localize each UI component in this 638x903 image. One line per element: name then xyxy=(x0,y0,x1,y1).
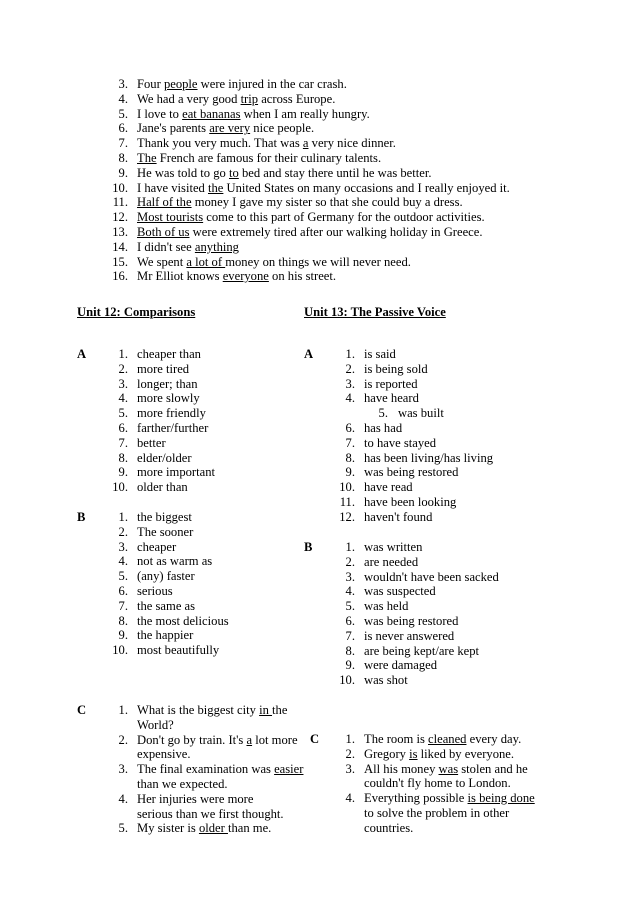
answer-text xyxy=(364,762,528,777)
list-item-text: come to this part of Germany for the outdoor activities. xyxy=(203,210,485,225)
item-number: 5. xyxy=(118,569,128,584)
list-item-text: I have visited xyxy=(137,180,208,195)
item-number: 5. xyxy=(345,599,355,614)
item-number: 10. xyxy=(112,480,128,495)
list-item-text: French are famous for their culinary talents. xyxy=(156,151,382,165)
list-item-text xyxy=(137,151,381,166)
item-number: 3. xyxy=(118,376,128,391)
list-item-text xyxy=(137,269,336,284)
answer-text: have heard xyxy=(364,391,419,406)
answer-text xyxy=(137,807,284,822)
underlined-answer: a xyxy=(302,136,309,151)
answer-text: has been living/has living xyxy=(364,450,494,465)
item-number: 5. xyxy=(118,106,128,121)
answer-text: countries. xyxy=(364,820,414,835)
section-letter-c: C xyxy=(77,703,87,717)
item-number: 3. xyxy=(118,762,128,777)
answer-text xyxy=(137,718,174,733)
answer-text: more tired xyxy=(137,361,190,376)
item-number: 3. xyxy=(118,539,128,554)
answer-text: elder/older xyxy=(137,450,192,465)
item-number: 13. xyxy=(112,225,128,239)
answer-text: stolen and he xyxy=(458,761,528,776)
item-number: 16. xyxy=(112,269,128,284)
item-number: 8. xyxy=(345,450,355,465)
underlined-answer: is xyxy=(409,746,418,761)
answer-text: was suspected xyxy=(364,584,436,599)
answer-text: the xyxy=(272,703,288,717)
item-number: 8. xyxy=(118,151,128,165)
answer-text xyxy=(137,821,271,836)
item-number: 9. xyxy=(345,465,355,480)
item-number: 11. xyxy=(339,495,355,509)
answer-text: Everything possible xyxy=(364,791,468,806)
underlined-answer: a xyxy=(246,732,253,747)
underlined-answer: Most tourists xyxy=(137,210,204,225)
answer-text: older than xyxy=(137,480,188,495)
section-letter-c: C xyxy=(310,732,320,746)
item-number: 6. xyxy=(118,121,128,136)
list-item-text: Thank you very much. That was xyxy=(137,136,303,151)
list-item-text: Mr Elliot knows xyxy=(137,269,223,284)
list-item-text: nice people. xyxy=(250,121,315,136)
list-item-text xyxy=(137,225,483,240)
answer-text: expensive. xyxy=(137,747,191,762)
list-item-text: I didn't see xyxy=(137,239,195,254)
item-number: 9. xyxy=(118,465,128,480)
item-number: 3. xyxy=(345,569,355,584)
item-number: 9. xyxy=(345,658,355,673)
underlined-answer: was xyxy=(438,761,459,776)
item-number: 12. xyxy=(339,509,355,524)
answer-text: World? xyxy=(137,717,174,732)
answer-text: every day. xyxy=(466,732,522,746)
list-item-text xyxy=(137,210,485,225)
answer-text: the most delicious xyxy=(137,613,229,628)
item-number: 10. xyxy=(339,480,355,495)
item-number: 1. xyxy=(118,510,128,524)
answer-text: than we expected. xyxy=(137,777,228,791)
list-item-text: when I am really hungry. xyxy=(240,106,370,121)
answer-text: are needed xyxy=(364,554,419,569)
answer-text: is said xyxy=(364,347,396,361)
list-item-text: United States on many occasions and I really enjoyed it. xyxy=(223,180,510,195)
answer-text: wouldn't have been sacked xyxy=(364,569,499,584)
answer-text xyxy=(137,792,253,807)
answer-text: was being restored xyxy=(364,465,459,480)
item-number: 1. xyxy=(345,347,355,361)
answer-text xyxy=(364,806,509,821)
item-number: 4. xyxy=(345,391,355,406)
answer-text: What is the biggest city xyxy=(137,703,260,717)
item-number: 10. xyxy=(339,673,355,688)
item-number: 4. xyxy=(345,584,355,599)
underlined-answer: The xyxy=(137,151,157,165)
item-number: 5. xyxy=(378,406,388,421)
underlined-answer: Half of the xyxy=(137,195,192,210)
underlined-answer: trip xyxy=(240,91,259,106)
answer-text: to have stayed xyxy=(364,435,437,450)
item-number: 7. xyxy=(345,435,355,450)
item-number: 8. xyxy=(345,643,355,658)
item-number: 7. xyxy=(118,136,128,151)
item-number: 3. xyxy=(345,761,355,776)
answer-text: The sooner xyxy=(137,524,194,539)
underlined-answer: cleaned xyxy=(428,732,467,746)
answer-text: more important xyxy=(137,465,215,480)
list-item-text: We spent xyxy=(137,254,187,269)
list-item-text: Jane's parents xyxy=(137,121,210,136)
item-number: 2. xyxy=(118,361,128,376)
underlined-answer: is being done xyxy=(467,791,535,806)
answer-text xyxy=(137,777,228,792)
answer-text: The final examination was xyxy=(137,762,275,777)
item-number: 1. xyxy=(118,347,128,361)
underlined-answer: eat bananas xyxy=(182,106,241,121)
list-item-text xyxy=(137,240,239,255)
item-number: 6. xyxy=(345,421,355,435)
section-letter-b: B xyxy=(77,510,86,524)
item-number: 15. xyxy=(112,254,128,269)
answer-text: serious than we first thought. xyxy=(137,806,284,821)
underlined-answer: everyone xyxy=(222,269,269,284)
answer-text: farther/further xyxy=(137,421,209,435)
item-number: 4. xyxy=(118,554,128,569)
answer-text: Gregory xyxy=(364,746,410,761)
item-number: 1. xyxy=(345,732,355,746)
answer-text: was written xyxy=(364,540,423,554)
answer-text: the same as xyxy=(137,598,196,613)
answer-text: the biggest xyxy=(137,510,192,524)
list-item-text: very nice dinner. xyxy=(308,136,396,151)
item-number: 14. xyxy=(112,239,128,254)
item-number: 11. xyxy=(112,195,128,210)
list-item-text: were injured in the car crash. xyxy=(197,77,347,91)
list-item-text xyxy=(137,121,314,136)
answer-text: (any) faster xyxy=(137,569,195,584)
item-number: 2. xyxy=(345,746,355,761)
answer-text: are being kept/are kept xyxy=(364,643,480,658)
answer-text: was held xyxy=(364,599,409,614)
item-number: 2. xyxy=(118,524,128,539)
item-number: 4. xyxy=(118,791,128,806)
answer-text xyxy=(137,747,191,762)
item-number: 5. xyxy=(118,406,128,421)
list-item-text: across Europe. xyxy=(258,91,336,106)
answer-text: couldn't fly home to London. xyxy=(364,776,511,791)
item-number: 3. xyxy=(118,77,128,91)
answer-text: was built xyxy=(398,406,444,421)
answer-text: is being sold xyxy=(364,361,428,376)
section-letter-a: A xyxy=(304,347,314,361)
list-item-text: bed and stay there until he was better. xyxy=(238,165,432,180)
answer-text xyxy=(137,762,303,777)
item-number: 7. xyxy=(118,598,128,613)
answer-text: is reported xyxy=(364,376,418,391)
unit-12-heading: Unit 12: Comparisons xyxy=(77,305,196,319)
answer-text: the happier xyxy=(137,628,194,643)
answer-text: My sister is xyxy=(137,821,199,836)
answer-text xyxy=(364,732,521,747)
answer-text: not as warm as xyxy=(137,554,213,569)
section-letter-a: A xyxy=(77,347,87,361)
list-item-text xyxy=(137,166,432,181)
list-item-text xyxy=(137,195,463,210)
answer-text: All his money xyxy=(364,761,439,776)
answer-text: has had xyxy=(364,421,403,435)
item-number: 9. xyxy=(118,165,128,180)
answer-text xyxy=(364,821,413,836)
answer-text: was shot xyxy=(364,673,408,688)
underlined-answer: are very xyxy=(209,121,251,136)
list-item-text: Four xyxy=(137,77,164,91)
underlined-answer: Both of us xyxy=(137,225,190,239)
underlined-answer: to xyxy=(229,165,239,180)
underlined-answer: the xyxy=(208,180,224,195)
list-item-text: I love to xyxy=(137,106,183,121)
answer-text xyxy=(137,703,287,718)
answer-text: serious xyxy=(137,584,173,598)
item-number: 9. xyxy=(118,628,128,643)
answer-text: Don't go by train. It's xyxy=(137,732,247,747)
item-number: 10. xyxy=(112,180,128,195)
answer-text: is never answered xyxy=(364,628,455,643)
item-number: 12. xyxy=(112,210,128,225)
item-number: 8. xyxy=(118,450,128,465)
list-item-text xyxy=(137,77,347,92)
list-item-text: on his street. xyxy=(268,269,337,284)
answer-text: cheaper than xyxy=(137,347,201,361)
answer-text: were damaged xyxy=(364,658,438,673)
underlined-answer: in xyxy=(259,703,273,717)
item-number: 3. xyxy=(345,376,355,391)
list-item-text: money I gave my sister so that she could buy a dress. xyxy=(191,195,463,210)
item-number: 4. xyxy=(118,391,128,406)
underlined-answer: anything xyxy=(194,239,239,254)
answer-text: more friendly xyxy=(137,406,206,421)
underlined-answer: easier xyxy=(274,762,304,777)
list-item-text: We had a very good xyxy=(137,91,241,106)
item-number: 6. xyxy=(118,421,128,435)
underlined-answer: people xyxy=(163,77,198,91)
answer-text: haven't found xyxy=(364,509,433,524)
item-number: 7. xyxy=(118,435,128,450)
item-number: 2. xyxy=(345,361,355,376)
answer-text: more slowly xyxy=(137,391,200,406)
underlined-answer: a lot of xyxy=(186,254,226,269)
list-item-text: money on things we will never need. xyxy=(225,254,411,269)
answer-text xyxy=(364,747,514,762)
item-number: 4. xyxy=(118,91,128,106)
underlined-answer: older xyxy=(198,821,228,836)
item-number: 2. xyxy=(118,732,128,747)
list-item-text xyxy=(137,92,335,107)
item-number: 1. xyxy=(345,540,355,554)
list-item-text: were extremely tired after our walking holiday in Greece. xyxy=(189,225,483,239)
answer-text: most beautifully xyxy=(137,643,220,658)
item-number: 5. xyxy=(118,821,128,836)
item-number: 7. xyxy=(345,628,355,643)
item-number: 8. xyxy=(118,613,128,628)
item-number: 6. xyxy=(345,614,355,628)
list-item-text: He was told to go xyxy=(137,165,229,180)
answer-text: The room is xyxy=(364,732,429,746)
answer-text: than me. xyxy=(227,821,272,836)
answer-text: Her injuries were more xyxy=(137,791,254,806)
answer-text: have read xyxy=(364,480,413,495)
item-number: 4. xyxy=(345,791,355,806)
item-number: 1. xyxy=(118,703,128,717)
answer-text xyxy=(364,791,535,806)
section-letter-b: B xyxy=(304,540,313,554)
answer-text: to solve the problem in other xyxy=(364,806,510,820)
item-number: 10. xyxy=(112,643,128,658)
list-item-text xyxy=(137,107,370,122)
answer-text: cheaper xyxy=(137,539,177,554)
answer-text: better xyxy=(137,435,166,450)
answer-text: was being restored xyxy=(364,614,459,628)
answer-text xyxy=(364,776,511,791)
answer-text: have been looking xyxy=(364,495,457,509)
item-number: 6. xyxy=(118,584,128,598)
answer-text xyxy=(137,733,298,748)
list-item-text xyxy=(137,255,411,270)
answer-text: liked by everyone. xyxy=(417,746,515,761)
answer-text: lot more xyxy=(252,732,298,747)
list-item-text xyxy=(137,181,510,196)
item-number: 2. xyxy=(345,554,355,569)
answer-text: longer; than xyxy=(137,376,198,391)
list-item-text xyxy=(137,136,396,151)
unit-13-heading: Unit 13: The Passive Voice xyxy=(304,305,446,319)
